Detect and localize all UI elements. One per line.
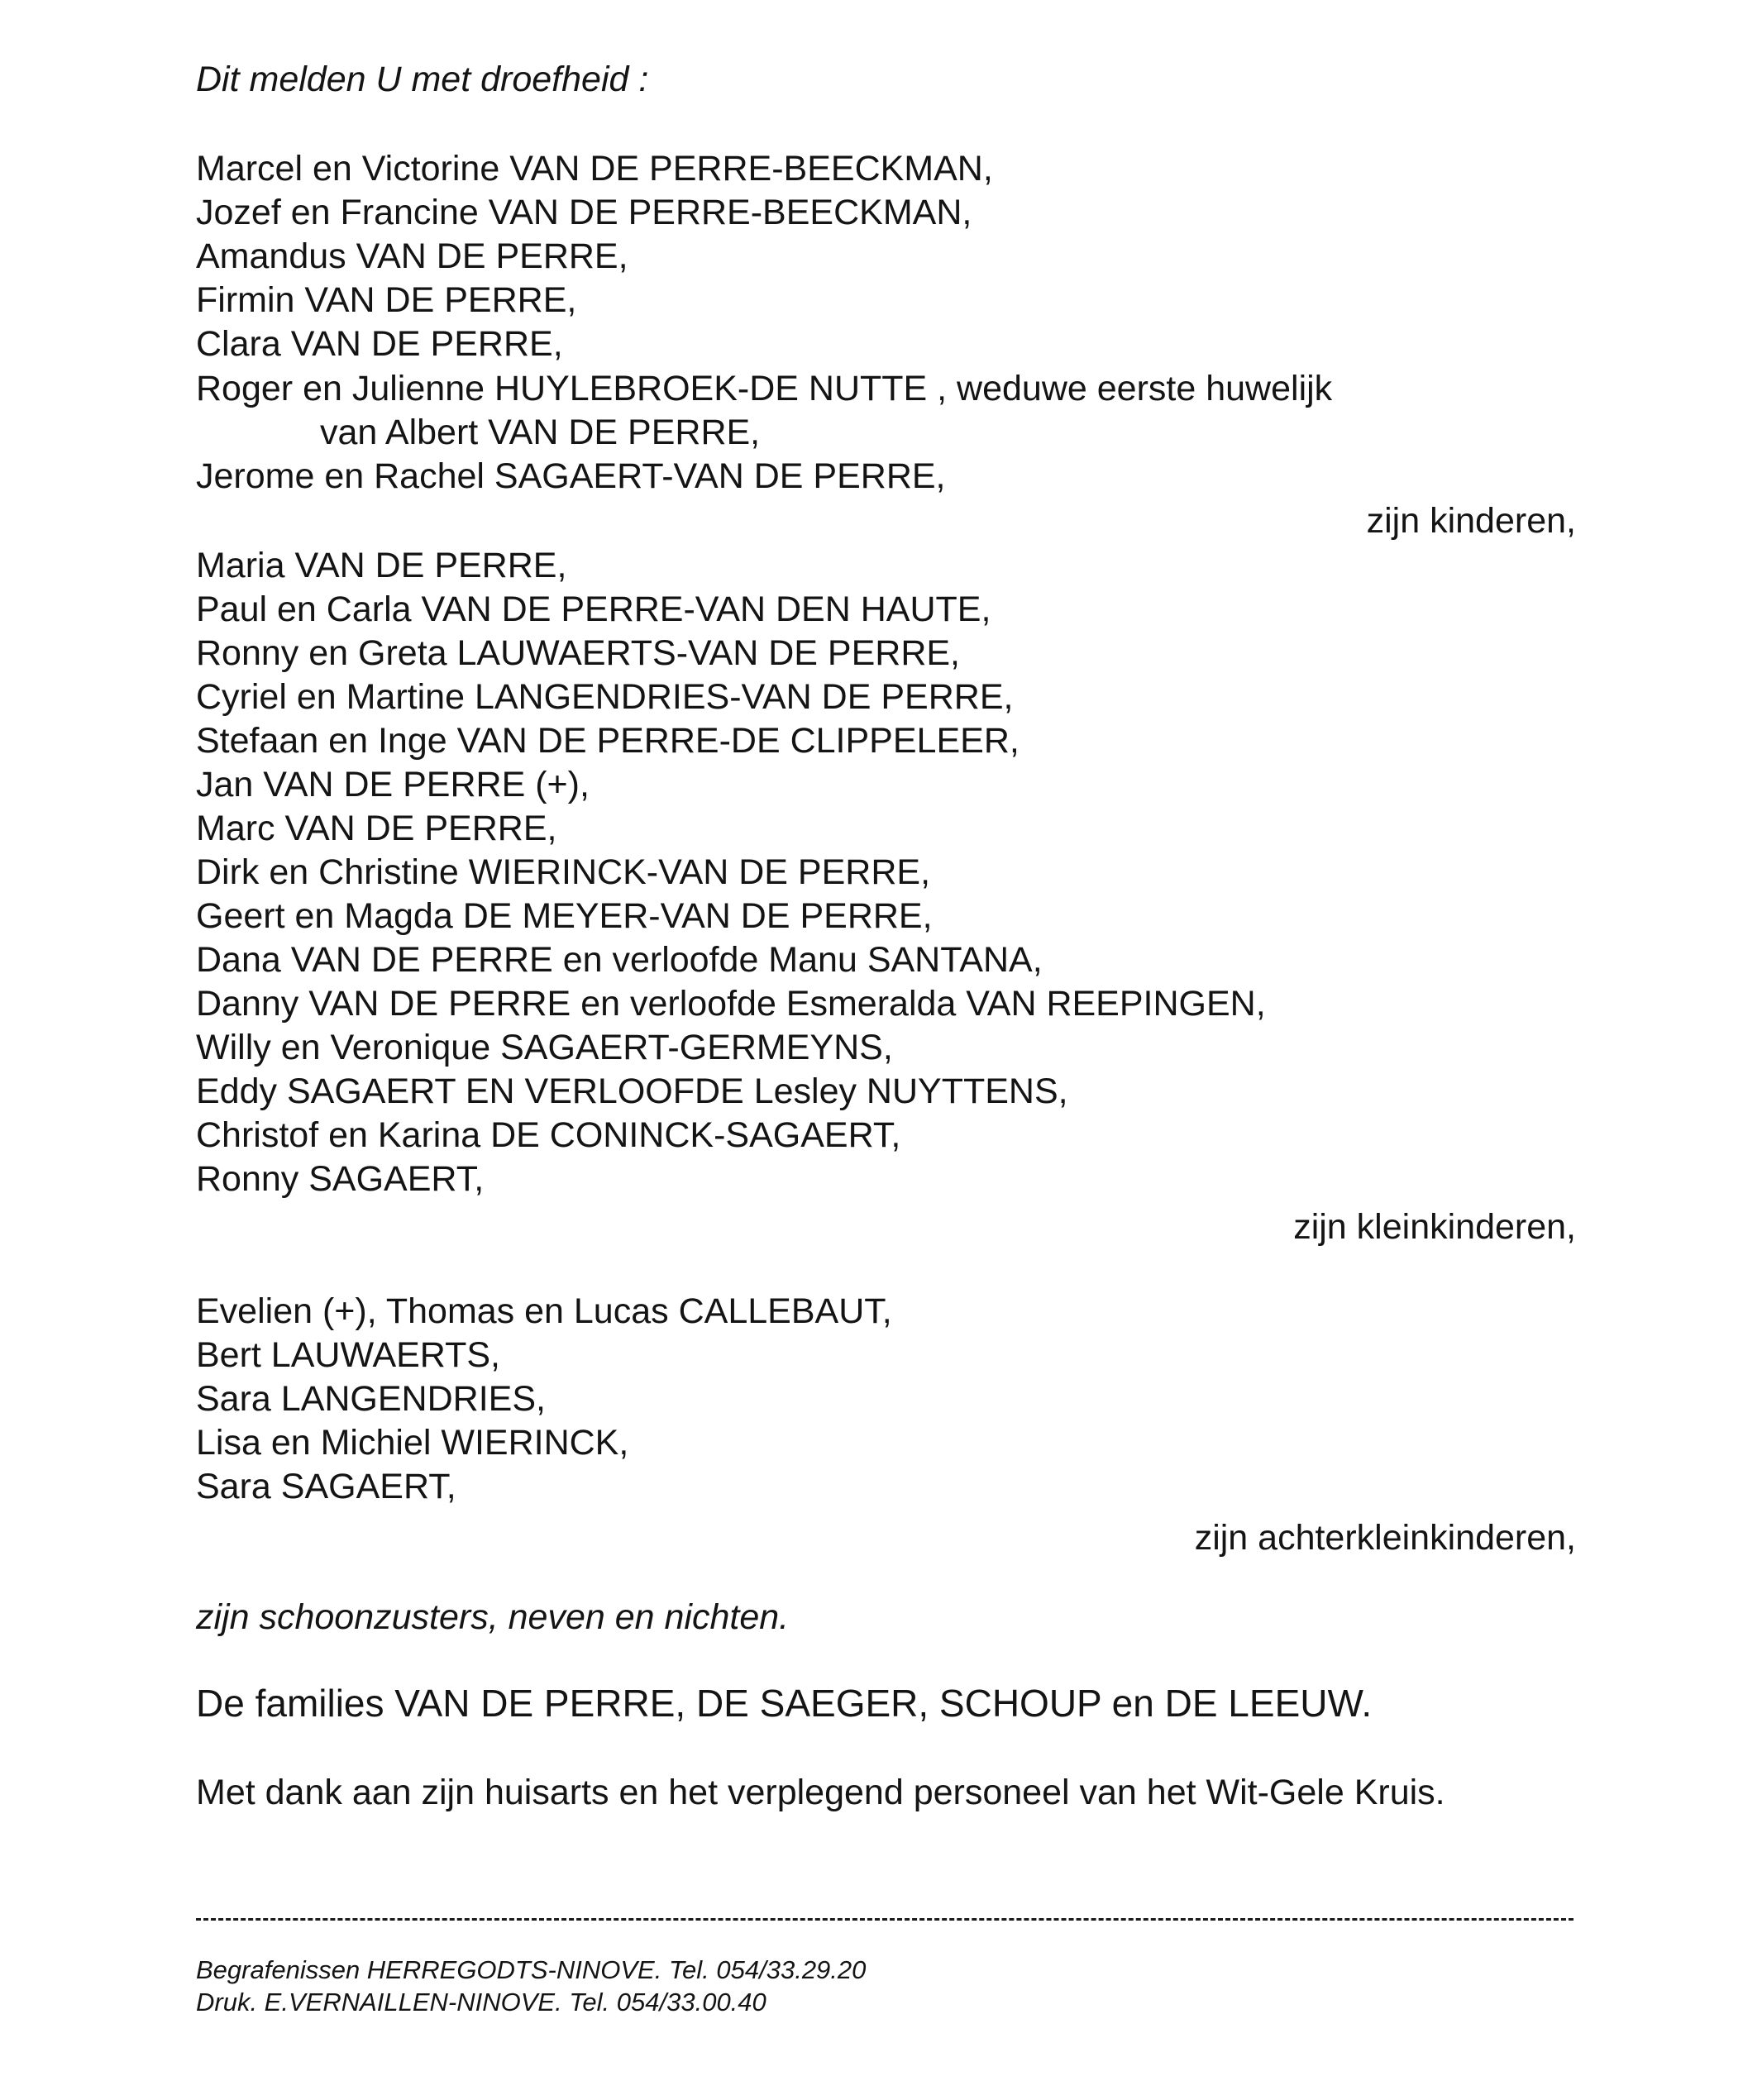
child-line: Jerome en Rachel SAGAERT-VAN DE PERRE, — [196, 456, 946, 496]
children-label: zijn kinderen, — [1366, 501, 1576, 541]
great-grandchild-line: Bert LAUWAERTS, — [196, 1335, 500, 1375]
families-line: De families VAN DE PERRE, DE SAEGER, SCHOUP en DE LEEUW. — [196, 1682, 1373, 1725]
great-grandchild-line: Lisa en Michiel WIERINCK, — [196, 1423, 629, 1463]
grandchild-line: Maria VAN DE PERRE, — [196, 546, 567, 585]
footer-funeral-line: Begrafenissen HERREGODTS-NINOVE. Tel. 054/33.29.20 — [196, 1955, 867, 1984]
grandchild-line: Marc VAN DE PERRE, — [196, 809, 557, 848]
in-laws-line: zijn schoonzusters, neven en nichten. — [196, 1597, 790, 1637]
grandchild-line: Stefaan en Inge VAN DE PERRE-DE CLIPPELEER, — [196, 721, 1020, 761]
great-grandchildren-label: zijn achterkleinkinderen, — [1194, 1518, 1576, 1558]
child-line: Roger en Julienne HUYLEBROEK-DE NUTTE , weduwe eerste huwelijk — [196, 369, 1333, 408]
child-line: Amandus VAN DE PERRE, — [196, 236, 628, 276]
intro-line: Dit melden U met droefheid : — [196, 60, 649, 99]
child-line-continued: van Albert VAN DE PERRE, — [320, 413, 761, 452]
child-line: Marcel en Victorine VAN DE PERRE-BEECKMAN, — [196, 149, 993, 189]
grandchild-line: Dana VAN DE PERRE en verloofde Manu SANTANA, — [196, 940, 1043, 980]
grandchild-line: Cyriel en Martine LANGENDRIES-VAN DE PERRE, — [196, 677, 1014, 717]
grandchildren-label: zijn kleinkinderen, — [1293, 1207, 1576, 1247]
footer-printer-line: Druk. E.VERNAILLEN-NINOVE. Tel. 054/33.00.40 — [196, 1988, 766, 2016]
grandchild-line: Ronny en Greta LAUWAERTS-VAN DE PERRE, — [196, 633, 960, 673]
grandchild-line: Christof en Karina DE CONINCK-SAGAERT, — [196, 1115, 901, 1155]
grandchild-line: Ronny SAGAERT, — [196, 1159, 485, 1199]
thanks-line: Met dank aan zijn huisarts en het verplegend personeel van het Wit-Gele Kruis. — [196, 1773, 1445, 1812]
child-line: Clara VAN DE PERRE, — [196, 324, 563, 364]
child-line: Firmin VAN DE PERRE, — [196, 280, 577, 320]
grandchild-line: Danny VAN DE PERRE en verloofde Esmeralda VAN REEPINGEN, — [196, 984, 1266, 1024]
grandchild-line: Eddy SAGAERT EN VERLOOFDE Lesley NUYTTENS, — [196, 1071, 1068, 1111]
great-grandchild-line: Evelien (+), Thomas en Lucas CALLEBAUT, — [196, 1291, 892, 1331]
grandchild-line: Willy en Veronique SAGAERT-GERMEYNS, — [196, 1028, 893, 1067]
great-grandchild-line: Sara SAGAERT, — [196, 1467, 456, 1506]
dashed-divider — [196, 1918, 1573, 1921]
grandchild-line: Paul en Carla VAN DE PERRE-VAN DEN HAUTE, — [196, 589, 991, 629]
grandchild-line: Dirk en Christine WIERINCK-VAN DE PERRE, — [196, 852, 931, 892]
grandchild-line: Jan VAN DE PERRE (+), — [196, 765, 590, 804]
child-line: Jozef en Francine VAN DE PERRE-BEECKMAN, — [196, 193, 972, 232]
great-grandchild-line: Sara LANGENDRIES, — [196, 1379, 546, 1419]
grandchild-line: Geert en Magda DE MEYER-VAN DE PERRE, — [196, 896, 933, 936]
